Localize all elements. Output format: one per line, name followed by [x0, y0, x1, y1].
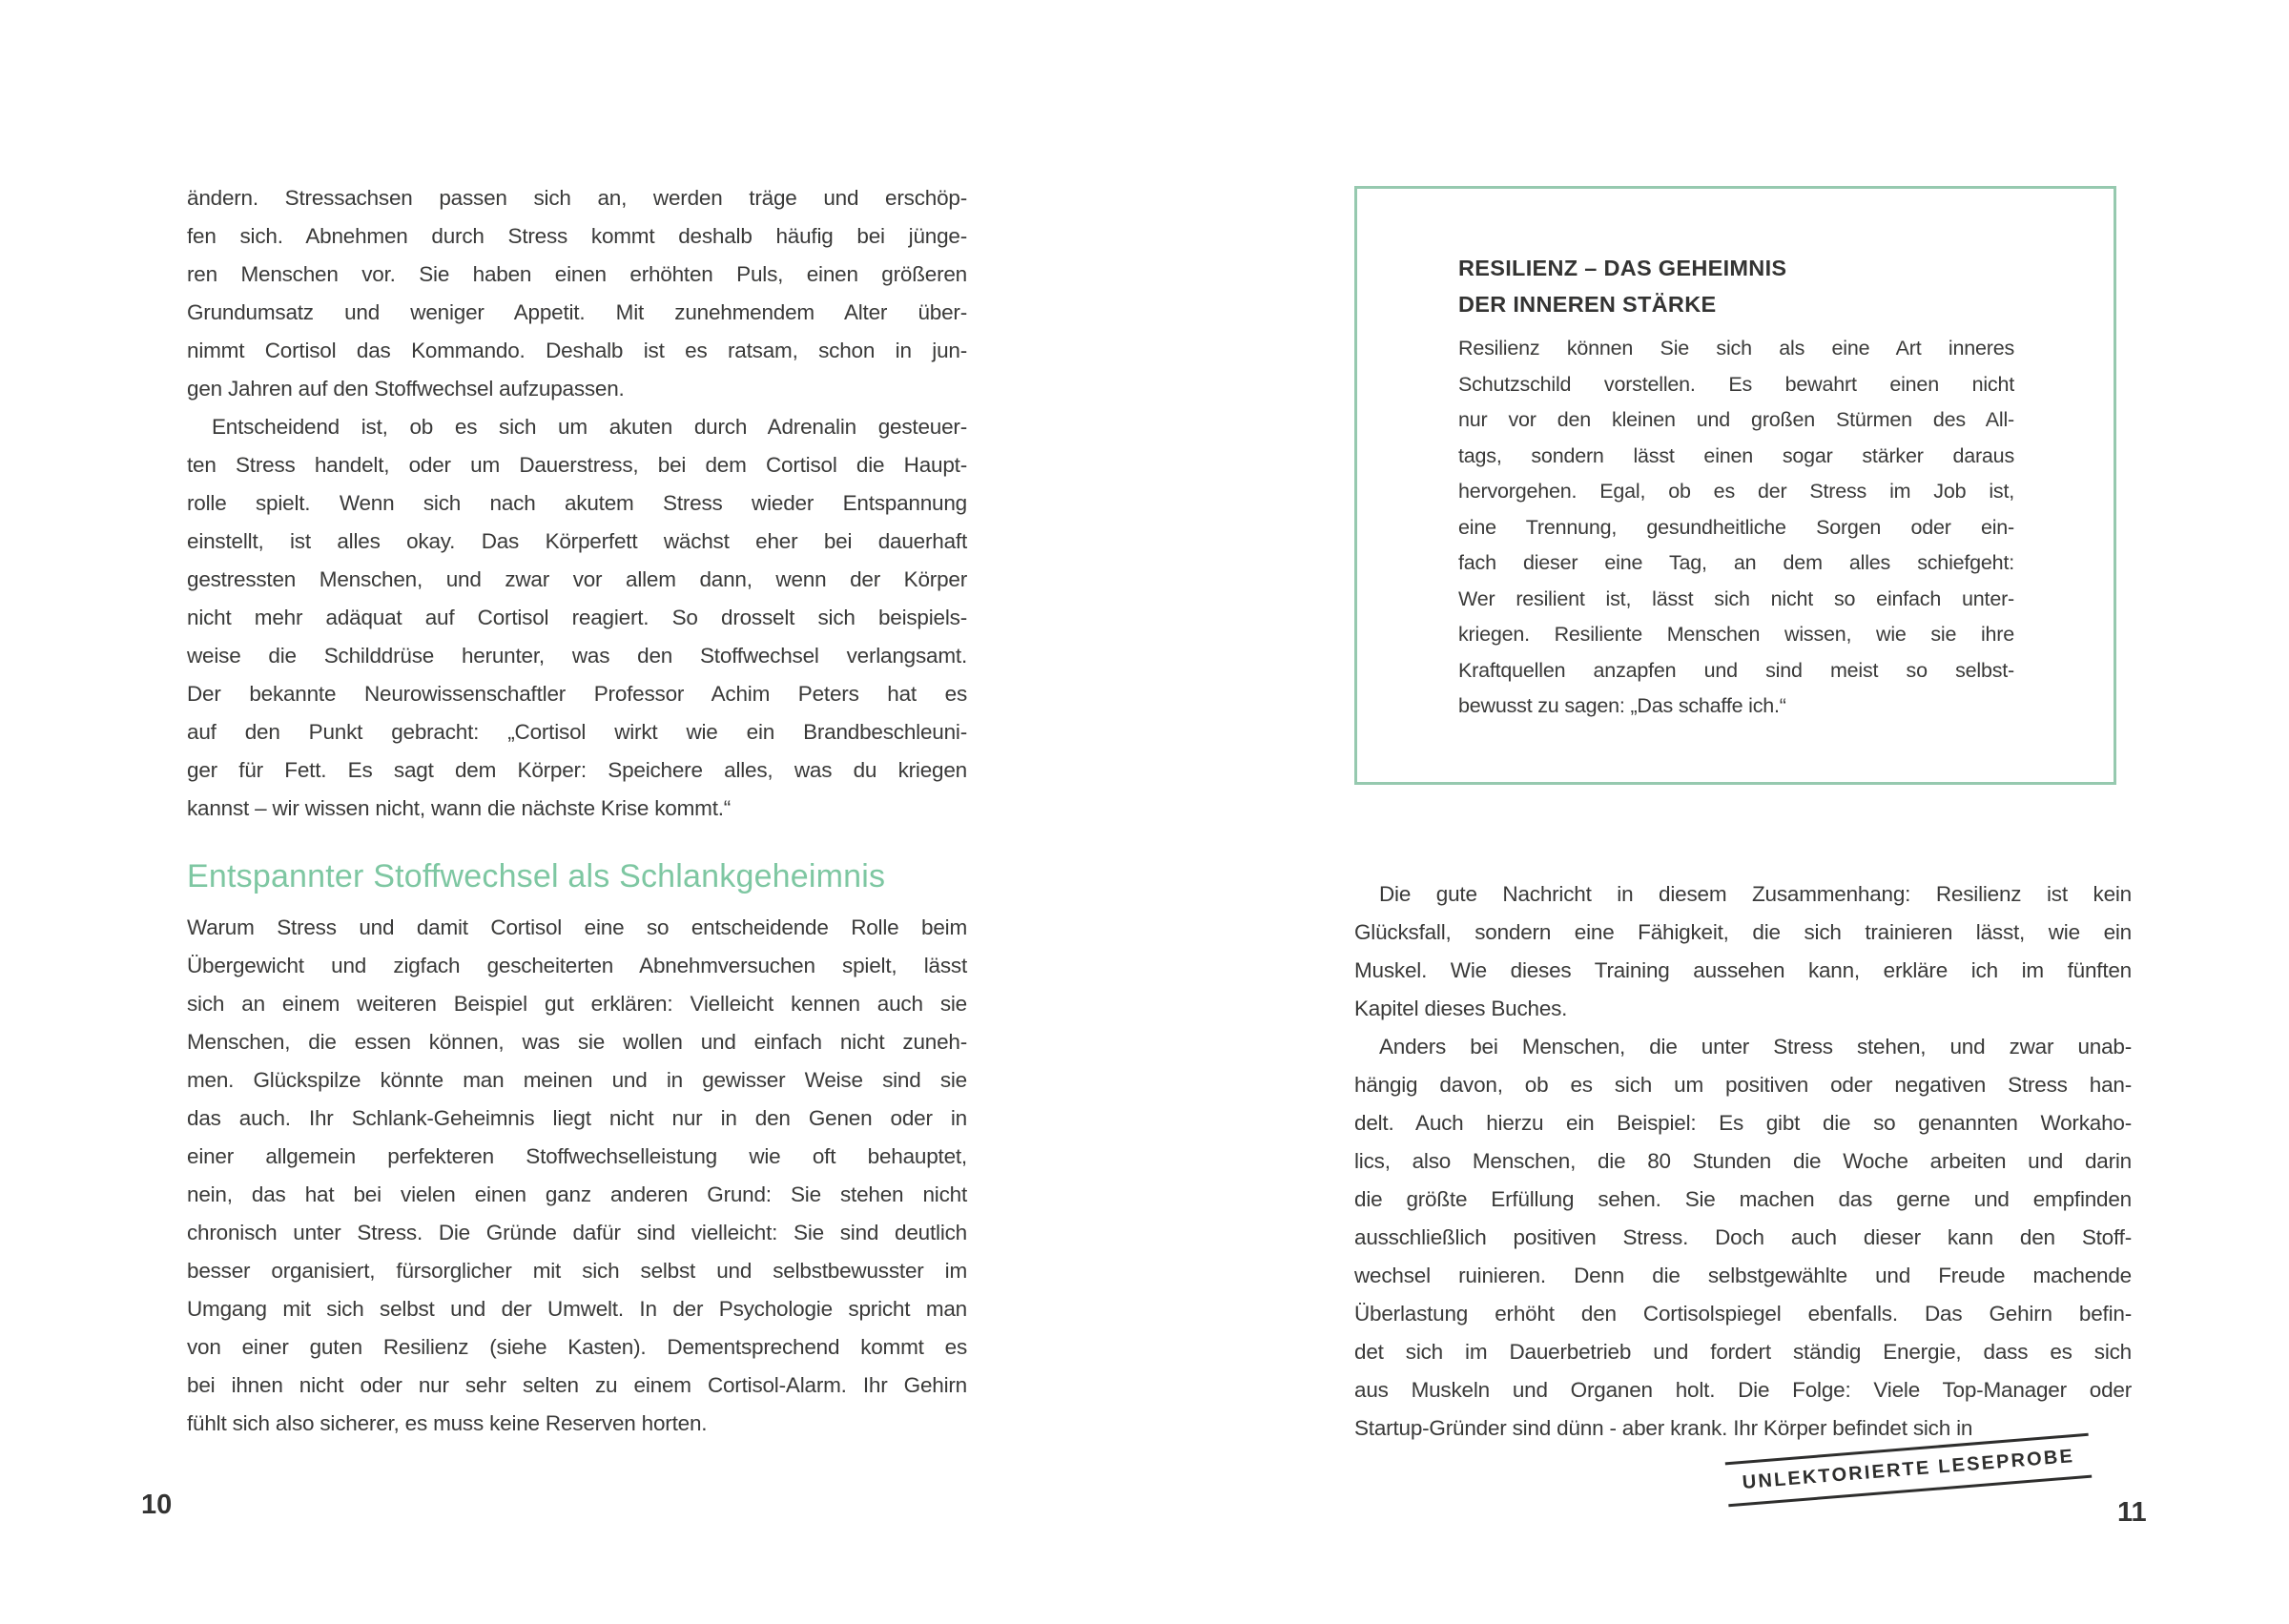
text-line: Glücksfall, sondern eine Fähigkeit, die sich trainieren lässt, wie ein [1354, 920, 2132, 944]
text-line: nur vor den kleinen und großen Stürmen des All- [1458, 408, 2014, 431]
text-line: fühlt sich also sicherer, es muss keine Reserven horten. [187, 1411, 708, 1435]
text-line: Schutzschild vorstellen. Es bewahrt einen nicht [1458, 372, 2014, 396]
text-line: nimmt Cortisol das Kommando. Deshalb ist es ratsam, schon in jun- [187, 339, 967, 362]
text-line: Warum Stress und damit Cortisol eine so entscheidende Rolle beim [187, 915, 967, 939]
paragraph-slim-secret [187, 909, 967, 1443]
section-heading: Entspannter Stoffwechsel als Schlankgeheimnis [187, 858, 886, 894]
text-line: bei ihnen nicht oder nur sehr selten zu einem Cortisol-Alarm. Ihr Gehirn [187, 1373, 967, 1397]
text-line: Überlastung erhöht den Cortisolspiegel ebenfalls. Das Gehirn befin- [1354, 1302, 2132, 1326]
text-line: hervorgehen. Egal, ob es der Stress im Job ist, [1458, 480, 2014, 503]
text-line: ändern. Stressachsen passen sich an, werden träge und erschöp- [187, 186, 967, 210]
text-line: die größte Erfüllung sehen. Sie machen das gerne und empfinden [1354, 1187, 2132, 1211]
text-line: Muskel. Wie dieses Training aussehen kann, erkläre ich im fünften [1354, 958, 2132, 982]
text-line: einer allgemein perfekteren Stoffwechselleistung wie oft behauptet, [187, 1144, 967, 1168]
text-line: Menschen, die essen können, was sie wollen und einfach nicht zuneh- [187, 1030, 967, 1054]
text-line: Anders bei Menschen, die unter Stress stehen, und zwar unab- [1379, 1035, 2132, 1059]
text-line: Grundumsatz und weniger Appetit. Mit zunehmendem Alter über- [187, 300, 967, 324]
right-page-text-column [1354, 875, 2132, 1448]
text-line: auf den Punkt gebracht: „Cortisol wirkt wie ein Brandbeschleuni- [187, 720, 967, 744]
left-page-text-column [187, 179, 967, 1443]
text-line: kriegen. Resiliente Menschen wissen, wie sie ihre [1458, 623, 2014, 646]
text-line: das auch. Ihr Schlank-Geheimnis liegt nicht nur in den Genen oder in [187, 1106, 967, 1130]
stamp-label: UNLEKTORIERTE LESEPROBE [1742, 1446, 2075, 1493]
info-box-title-line-2: DER INNEREN STÄRKE [1458, 292, 1717, 317]
resilience-info-box [1354, 186, 2116, 785]
text-line: men. Glückspilze könnte man meinen und in gewisser Weise sind sie [187, 1068, 967, 1092]
paragraph-acute-vs-chronic-stress [187, 408, 967, 828]
text-line: Umgang mit sich selbst und der Umwelt. In der Psychologie spricht man [187, 1297, 967, 1321]
text-line: sich an einem weiteren Beispiel gut erklären: Vielleicht kennen auch sie [187, 992, 967, 1016]
text-line: wechsel ruinieren. Denn die selbstgewählte und Freude machende [1354, 1264, 2132, 1287]
text-line: von einer guten Resilienz (siehe Kasten). Dementsprechend kommt es [187, 1335, 967, 1359]
text-line: det sich im Dauerbetrieb und fordert ständig Energie, dass es sich [1354, 1340, 2132, 1364]
text-line: tags, sondern lässt einen sogar stärker daraus [1458, 443, 2014, 467]
text-line: weise die Schilddrüse herunter, was den Stoffwechsel verlangsamt. [187, 644, 967, 668]
text-line: delt. Auch hierzu ein Beispiel: Es gibt die so genannten Workaho- [1354, 1111, 2132, 1135]
text-line: ger für Fett. Es sagt dem Körper: Speichere alles, was du kriegen [187, 758, 967, 782]
info-box-body [1458, 331, 2014, 725]
text-line: nicht mehr adäquat auf Cortisol reagiert. So drosselt sich beispiels- [187, 606, 967, 629]
paragraph-good-news [1354, 875, 2132, 1028]
text-line: lics, also Menschen, die 80 Stunden die Woche arbeiten und darin [1354, 1149, 2132, 1173]
text-line: Resilienz können Sie sich als eine Art inneres [1458, 337, 2014, 360]
text-line: aus Muskeln und Organen holt. Die Folge: Viele Top-Manager oder [1354, 1378, 2132, 1402]
page-number-right: 11 [2117, 1497, 2147, 1528]
text-line: einstellt, ist alles okay. Das Körperfett wächst eher bei dauerhaft [187, 529, 967, 553]
text-line: besser organisiert, fürsorglicher mit sich selbst und selbstbewusster im [187, 1259, 967, 1283]
text-line: nein, das hat bei vielen einen ganz anderen Grund: Sie stehen nicht [187, 1182, 967, 1206]
text-line: Der bekannte Neurowissenschaftler Professor Achim Peters hat es [187, 682, 967, 706]
page-number-left: 10 [141, 1490, 173, 1520]
text-line: Entscheidend ist, ob es sich um akuten durch Adrenalin gesteuer- [212, 415, 967, 439]
text-line: rolle spielt. Wenn sich nach akutem Stress wieder Entspannung [187, 491, 967, 515]
paragraph-workaholics [1354, 1028, 2132, 1448]
text-line: Wer resilient ist, lässt sich nicht so einfach unter- [1458, 586, 2014, 610]
text-line: fach dieser eine Tag, an dem alles schiefgeht: [1458, 551, 2014, 574]
info-box-title-line-1: RESILIENZ – DAS GEHEIMNIS [1458, 256, 1787, 280]
text-line: Kraftquellen anzapfen und sind meist so selbst- [1458, 658, 2014, 682]
text-line: fen sich. Abnehmen durch Stress kommt deshalb häufig bei jünge- [187, 224, 967, 248]
text-line: kannst – wir wissen nicht, wann die nächste Krise kommt.“ [187, 796, 732, 820]
text-line: Kapitel dieses Buches. [1354, 997, 1568, 1020]
text-line: eine Trennung, gesundheitliche Sorgen oder ein- [1458, 515, 2014, 539]
text-line: Die gute Nachricht in diesem Zusammenhang: Resilienz ist kein [1379, 882, 2132, 906]
text-line: ausschließlich positiven Stress. Doch auch dieser kann den Stoff- [1354, 1225, 2132, 1249]
text-line: bewusst zu sagen: „Das schaffe ich.“ [1458, 694, 1786, 717]
paragraph-stress-axes [187, 179, 967, 408]
text-line: chronisch unter Stress. Die Gründe dafür sind vielleicht: Sie sind deutlich [187, 1221, 967, 1244]
text-line: hängig davon, ob es sich um positiven oder negativen Stress han- [1354, 1073, 2132, 1097]
text-line: Startup-Gründer sind dünn - aber krank. Ihr Körper befindet sich in [1354, 1416, 1973, 1440]
text-line: ren Menschen vor. Sie haben einen erhöhten Puls, einen größeren [187, 262, 967, 286]
text-line: gen Jahren auf den Stoffwechsel aufzupassen. [187, 377, 625, 401]
text-line: ten Stress handelt, oder um Dauerstress, bei dem Cortisol die Haupt- [187, 453, 967, 477]
text-line: Übergewicht und zigfach gescheiterten Abnehmversuchen spielt, lässt [187, 954, 967, 977]
text-line: gestressten Menschen, und zwar vor allem dann, wenn der Körper [187, 567, 967, 591]
